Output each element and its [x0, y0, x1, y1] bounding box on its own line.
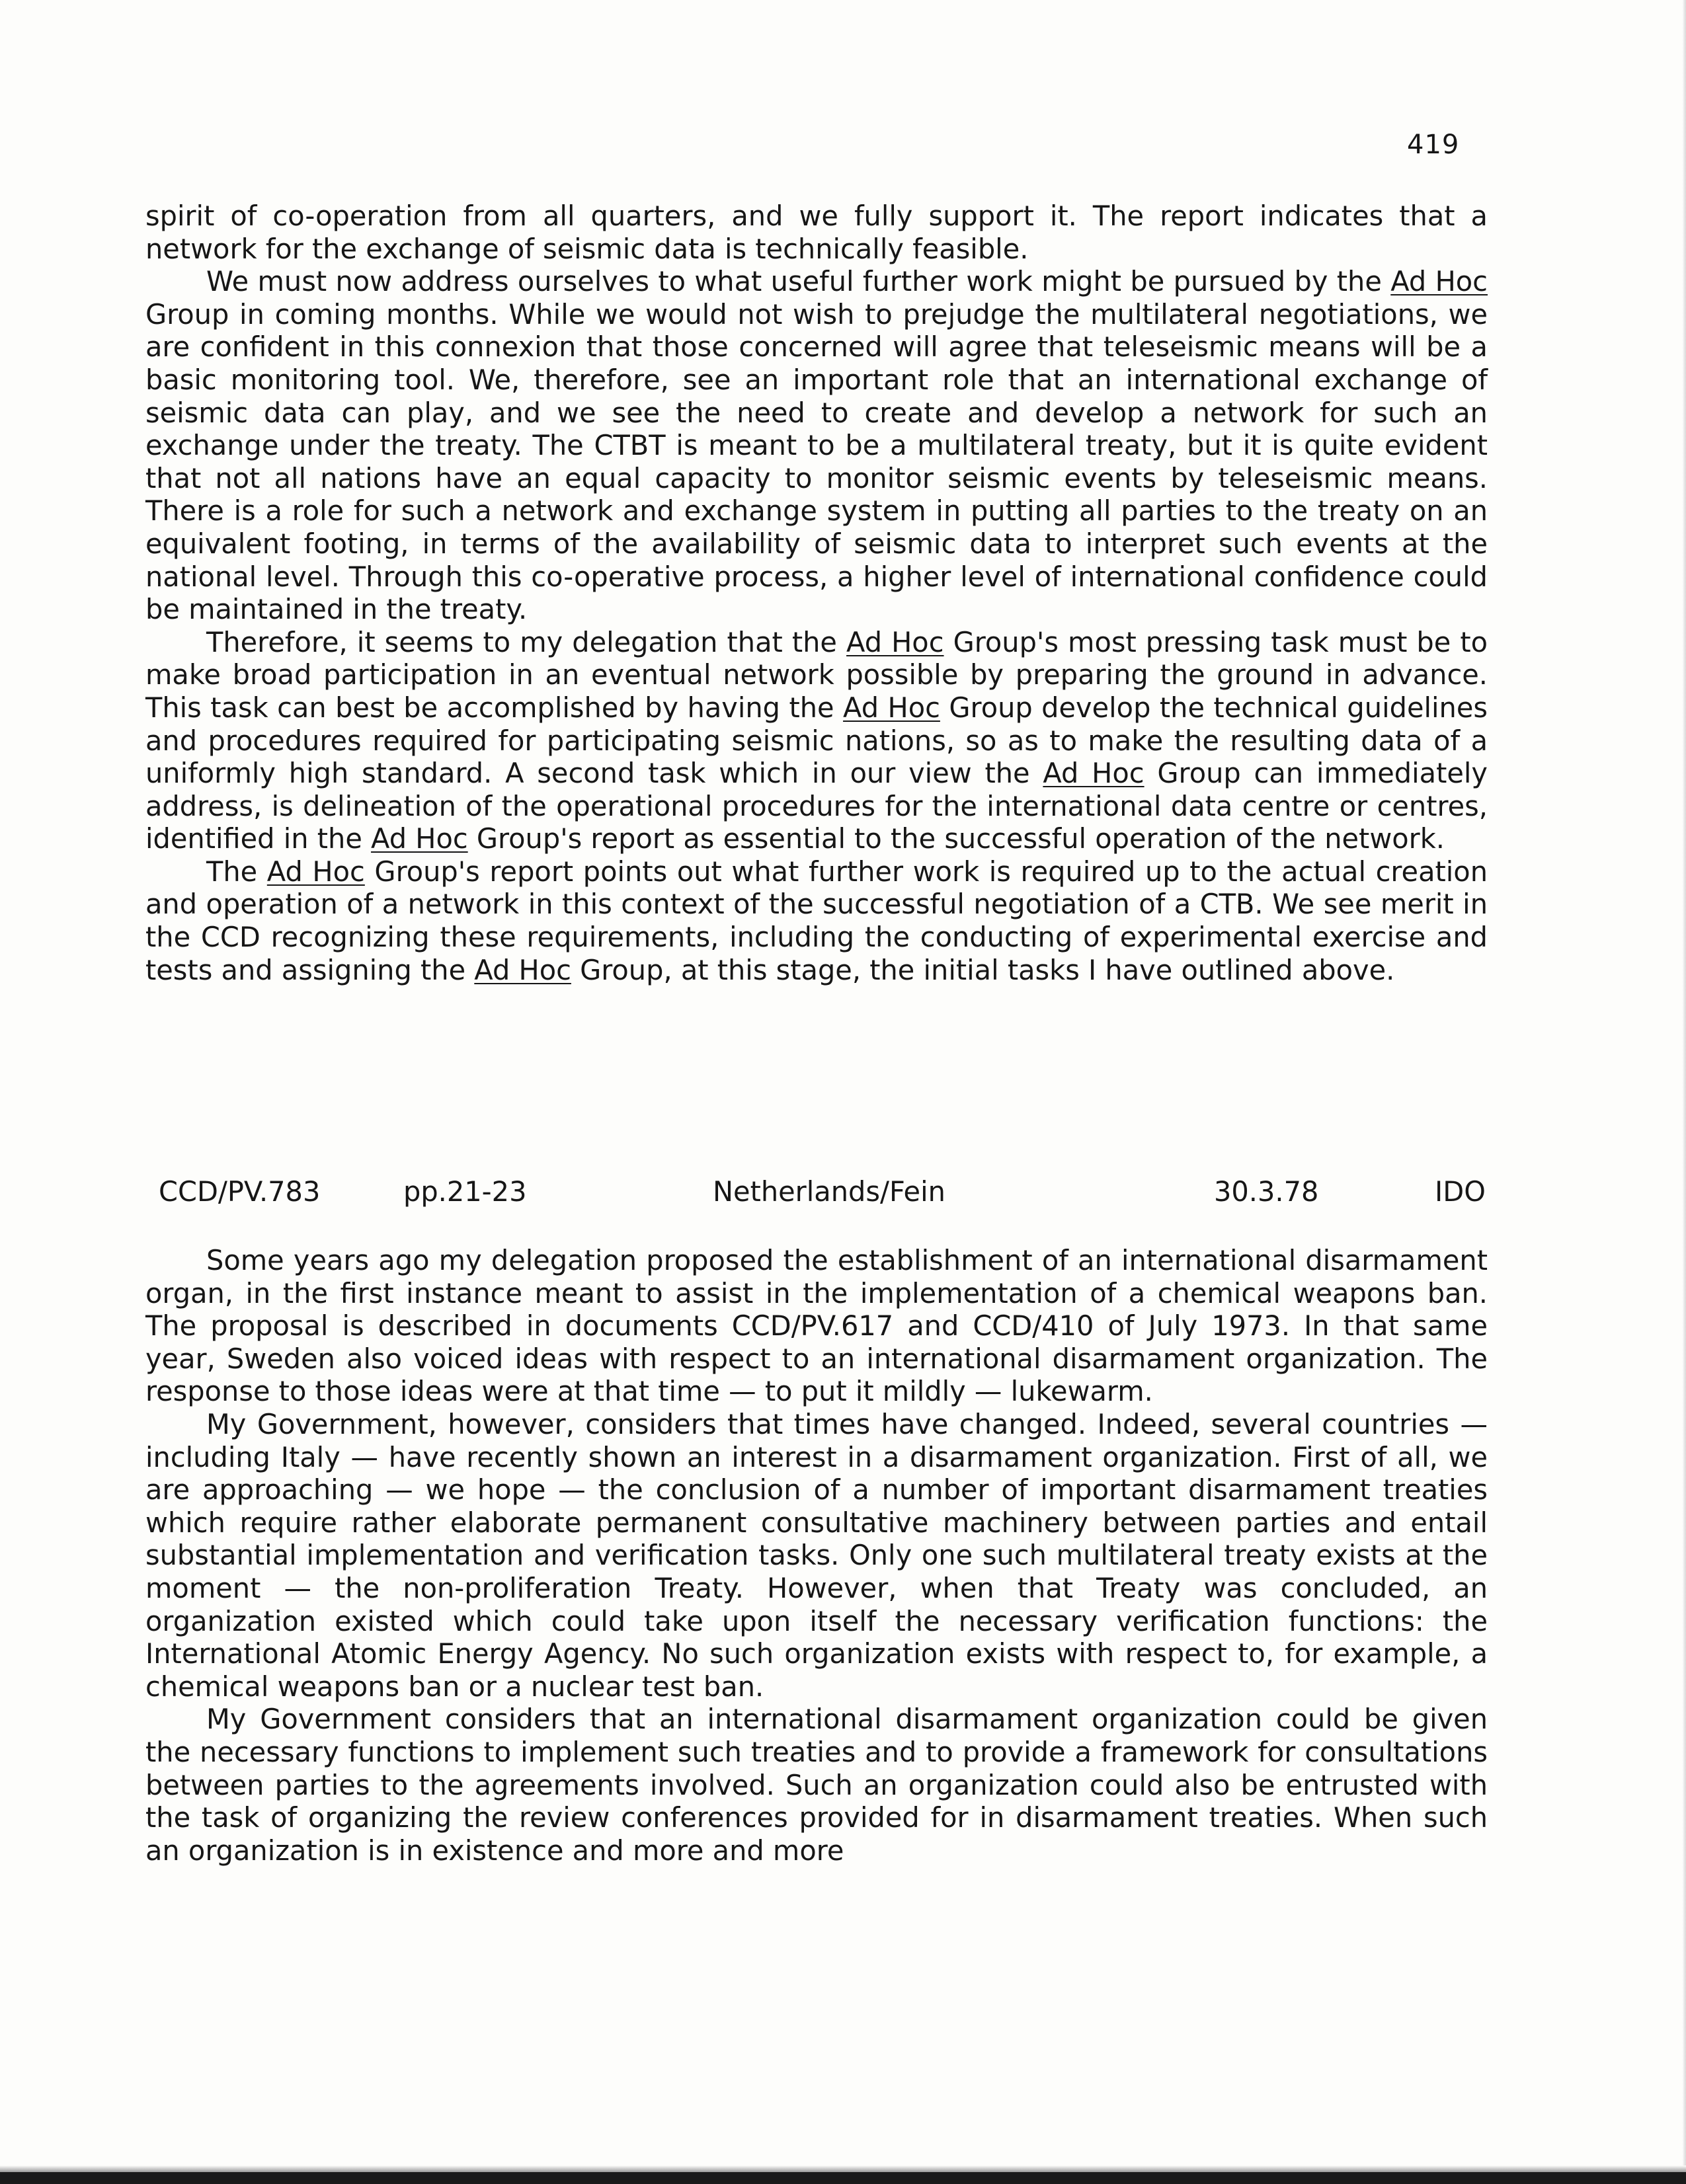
text-run: Group develop the technical guidelines and procedures required for participating seismic nations, so as to make the resulting data of a uniformly high standard. A second task which in our view the	[145, 691, 1488, 790]
paragraph	[145, 1244, 1488, 1408]
reference-line	[0, 1175, 1686, 1215]
scan-edge-bottom	[0, 2172, 1686, 2184]
underlined-term: Ad Hoc	[371, 822, 468, 855]
text-run: Group's report points out what further work is required up to the actual creation and operation of a network in this context of the successful negotiation of a CTB. We see merit in the CCD recognizing these requirements, including the conducting of experimental exercise and tests and assigning the	[145, 855, 1488, 986]
text-run: My Government, however, considers that times have changed. Indeed, several countries — including Italy — have recently shown an interest in a disarmament organization. First of all, we are approaching — we hope — the conclusion of a number of important disarmament treaties which require rather elaborate permanent consultative machinery between parties and entail substantial implementation and verification tasks. Only one such multilateral treaty exists at the moment — the non-proliferation Treaty. However, when that Treaty was concluded, an organization existed which could take upon itself the necessary verification functions: the International Atomic Energy Agency. No such organization exists with respect to, for example, a chemical weapons ban or a nuclear test ban.	[145, 1407, 1488, 1703]
underlined-term: Ad Hoc	[266, 855, 365, 888]
scan-edge-shadow	[0, 2165, 1686, 2172]
underlined-term: Ad Hoc	[846, 625, 944, 658]
paragraph	[145, 265, 1488, 626]
paragraph	[145, 200, 1488, 265]
reference-document: CCD/PV.783	[159, 1175, 321, 1208]
paragraph	[145, 626, 1488, 855]
bottom-text-block	[145, 1244, 1488, 1867]
paragraph	[145, 1703, 1488, 1867]
text-run: Group can immediately address, is delineation of the operational procedures for the international data centre or centres, identified in the	[145, 757, 1488, 855]
text-run: Group in coming months. While we would not wish to prejudge the multilateral negotiations, we are confident in this connexion that those concerned will agree that teleseismic means will be a basic monitoring tool. We, therefore, see an important role that an international exchange of seismic data can play, and we see the need to create and develop a network for such an exchange under the treaty. The CTBT is meant to be a multilateral treaty, but it is quite evident that not all nations have an equal capacity to monitor seismic events by teleseismic means. There is a role for such a network and exchange system in putting all parties to the treaty on an equivalent footing, in terms of the availability of seismic data to interpret such events at the national level. Through this co-operative process, a higher level of international confidence could be maintained in the treaty.	[145, 297, 1488, 626]
reference-code: IDO	[1435, 1175, 1486, 1208]
underlined-term: Ad Hoc	[1390, 265, 1488, 298]
text-run: The	[206, 855, 267, 888]
text-run: We must now address ourselves to what useful further work might be pursued by the	[206, 265, 1391, 298]
page-number: 419	[1407, 130, 1460, 160]
underlined-term: Ad Hoc	[474, 953, 571, 986]
text-run: spirit of co-operation from all quarters, and we fully support it. The report indicates that a network for the exchange of seismic data is technically feasible.	[145, 200, 1488, 265]
text-run: My Government considers that an international disarmament organization could be given the necessary functions to implement such treaties and to provide a framework for consultations between parties to the agreements involved. Such an organization could also be entrusted with the task of organizing the review conferences provided for in disarmament treaties. When such an organization is in existence and more and more	[145, 1703, 1488, 1867]
reference-date: 30.3.78	[1214, 1175, 1319, 1208]
reference-pages: pp.21-23	[403, 1175, 527, 1208]
underlined-term: Ad Hoc	[843, 691, 940, 724]
text-run: Group's report as essential to the successful operation of the network.	[467, 822, 1445, 855]
underlined-term: Ad Hoc	[1043, 757, 1144, 790]
paragraph	[145, 855, 1488, 986]
paragraph	[145, 1408, 1488, 1703]
text-run: Therefore, it seems to my delegation that the	[206, 625, 847, 658]
text-run: Group's most pressing task must be to make broad participation in an eventual network possible by preparing the ground in advance. This task can best be accomplished by having the	[145, 625, 1488, 724]
reference-speaker: Netherlands/Fein	[713, 1175, 945, 1208]
scan-edge-right	[1682, 0, 1686, 2184]
text-run: Some years ago my delegation proposed the establishment of an international disarmament organ, in the first instance meant to assist in the implementation of a chemical weapons ban. The proposal is described in documents CCD/PV.617 and CCD/410 of July 1973. In that same year, Sweden also voiced ideas with respect to an international disarmament organization. The response to those ideas were at that time — to put it mildly — lukewarm.	[145, 1244, 1488, 1408]
top-text-block	[145, 200, 1488, 986]
text-run: Group, at this stage, the initial tasks I have outlined above.	[571, 953, 1395, 986]
